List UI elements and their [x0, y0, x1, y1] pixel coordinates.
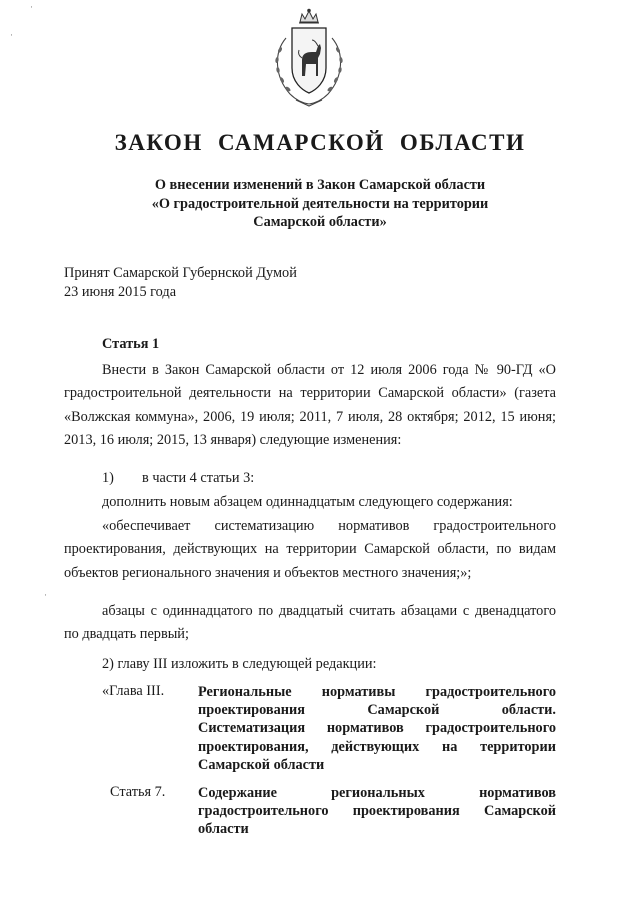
- item-2-text: 2) главу III изложить в следующей редакции:: [102, 656, 377, 672]
- chapter-3-title: [198, 683, 556, 774]
- subtitle-line: О внесении изменений в Закон Самарской области: [154, 177, 486, 193]
- subtitle-line: Самарской области»: [253, 214, 387, 230]
- chapter-title-line: Систематизация нормативов градостроительного: [198, 720, 556, 737]
- chapter-title-line: проектирования Самарской области.: [198, 702, 556, 719]
- item-1-subparagraph: дополнить новым абзацем одиннадцатым следующего содержания:: [102, 494, 513, 510]
- quoted-paragraph: «обеспечивает систематизацию нормативов градостроительного проектирования, действующих на территории Самарской области, по видам объектов регионального значения и объектов местного значения;»;: [64, 518, 556, 581]
- adoption-date: 23 июня 2015 года: [64, 283, 177, 300]
- article-7-label: Статья 7.: [110, 784, 166, 800]
- article-title-line: Содержание региональных нормативов: [198, 785, 556, 801]
- item-1-text: в части 4 статьи 3:: [142, 470, 255, 486]
- chapter-3-label: «Глава III.: [102, 683, 165, 699]
- law-title: ЗАКОН САМАРСКОЙ ОБЛАСТИ: [114, 130, 526, 155]
- article-title-line: градостроительного проектирования Самарской: [198, 803, 556, 820]
- law-subtitle: [0, 176, 640, 232]
- item-1-number: 1): [102, 470, 114, 486]
- scan-mark: ·: [30, 2, 33, 12]
- article-1-intro: Внести в Закон Самарской области от 12 июля 2006 года № 90-ГД «О градостроительной деятельности на территории Самарской области» (газета «Волжская коммуна», 2006, 19 июля; 2011, 7 июля, 28 октября; 2012, 15 июня; 2013, 16 июля; 2015, 13 января) следующие изменения:: [64, 362, 556, 449]
- samara-coat-of-arms-icon: [266, 8, 352, 112]
- subtitle-line: «О градостроительной деятельности на территории: [151, 195, 489, 212]
- adoption-body: Принят Самарской Губернской Думой: [64, 265, 297, 281]
- chapter-title-line: проектирования, действующих на территории: [198, 738, 556, 755]
- renumber-paragraph: абзацы с одиннадцатого по двадцатый считать абзацами с двенадцатого по двадцать первый;: [64, 603, 556, 643]
- article-7-title: [198, 784, 556, 839]
- adoption-info: [64, 264, 297, 301]
- article-1-heading: Статья 1: [102, 336, 160, 352]
- scan-mark: ·: [44, 590, 47, 600]
- article-title-line: области: [198, 821, 249, 838]
- chapter-title-line: Региональные нормативы градостроительного: [198, 684, 556, 700]
- chapter-title-line: Самарской области: [198, 756, 325, 773]
- scan-mark: ·: [10, 30, 13, 40]
